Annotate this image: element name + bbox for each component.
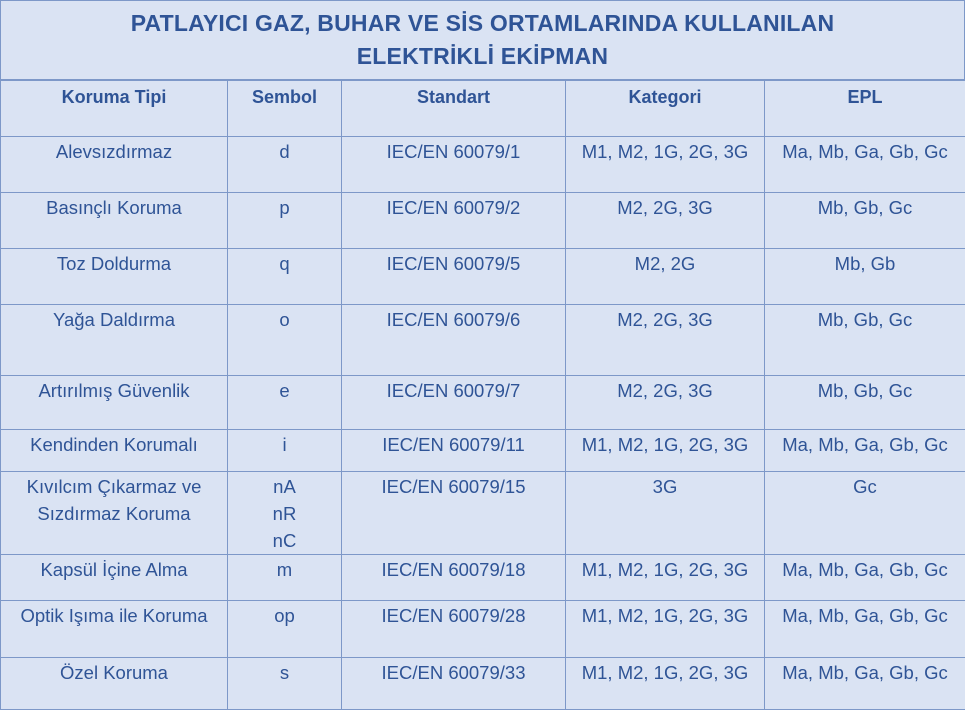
symbol-cell bbox=[228, 430, 342, 472]
symbol-cell bbox=[228, 555, 342, 601]
standard-cell: IEC/EN 60079/11 bbox=[342, 430, 566, 472]
protection-type-cell-line: Basınçlı Koruma bbox=[3, 194, 225, 221]
standard-cell: IEC/EN 60079/1 bbox=[342, 137, 566, 193]
table-title bbox=[0, 0, 965, 80]
standard-cell: IEC/EN 60079/18 bbox=[342, 555, 566, 601]
standard-cell: IEC/EN 60079/5 bbox=[342, 249, 566, 305]
category-cell: 3G bbox=[566, 472, 765, 555]
table-row bbox=[1, 472, 965, 555]
category-cell: M2, 2G bbox=[566, 249, 765, 305]
protection-type-cell bbox=[1, 430, 228, 472]
epl-cell: Ma, Mb, Ga, Gb, Gc bbox=[765, 601, 965, 658]
standard-cell: IEC/EN 60079/28 bbox=[342, 601, 566, 658]
title-line-2: ELEKTRİKLİ EKİPMAN bbox=[357, 40, 609, 73]
category-cell: M1, M2, 1G, 2G, 3G bbox=[566, 601, 765, 658]
protection-types-table bbox=[0, 80, 965, 710]
protection-type-cell bbox=[1, 472, 228, 555]
symbol-cell-line: s bbox=[230, 659, 339, 686]
title-line-1: PATLAYICI GAZ, BUHAR VE SİS ORTAMLARINDA KULLANILAN bbox=[131, 7, 835, 40]
protection-type-cell-line: Kendinden Korumalı bbox=[3, 431, 225, 458]
symbol-cell-line: o bbox=[230, 306, 339, 333]
header-epl: EPL bbox=[765, 81, 965, 137]
epl-cell: Mb, Gb, Gc bbox=[765, 193, 965, 249]
symbol-cell bbox=[228, 472, 342, 555]
protection-type-cell bbox=[1, 137, 228, 193]
standard-cell: IEC/EN 60079/15 bbox=[342, 472, 566, 555]
symbol-cell-line: nR bbox=[230, 500, 339, 527]
protection-type-cell bbox=[1, 376, 228, 430]
epl-cell: Ma, Mb, Ga, Gb, Gc bbox=[765, 555, 965, 601]
header-kategori: Kategori bbox=[566, 81, 765, 137]
table-row bbox=[1, 430, 965, 472]
standard-cell: IEC/EN 60079/7 bbox=[342, 376, 566, 430]
protection-type-cell-line: Özel Koruma bbox=[3, 659, 225, 686]
table-row bbox=[1, 137, 965, 193]
protection-type-cell-line: Alevsızdırmaz bbox=[3, 138, 225, 165]
category-cell: M1, M2, 1G, 2G, 3G bbox=[566, 137, 765, 193]
category-cell: M2, 2G, 3G bbox=[566, 376, 765, 430]
table-row bbox=[1, 305, 965, 376]
epl-cell: Mb, Gb, Gc bbox=[765, 305, 965, 376]
symbol-cell-line: e bbox=[230, 377, 339, 404]
symbol-cell bbox=[228, 249, 342, 305]
epl-cell: Mb, Gb, Gc bbox=[765, 376, 965, 430]
symbol-cell-line: d bbox=[230, 138, 339, 165]
protection-type-cell-line: Toz Doldurma bbox=[3, 250, 225, 277]
standard-cell: IEC/EN 60079/6 bbox=[342, 305, 566, 376]
header-standart: Standart bbox=[342, 81, 566, 137]
table-row bbox=[1, 249, 965, 305]
standard-cell: IEC/EN 60079/2 bbox=[342, 193, 566, 249]
symbol-cell-line: nC bbox=[230, 527, 339, 554]
protection-type-cell-line: Yağa Daldırma bbox=[3, 306, 225, 333]
protection-type-cell bbox=[1, 305, 228, 376]
header-koruma-tipi: Koruma Tipi bbox=[1, 81, 228, 137]
table-row bbox=[1, 601, 965, 658]
protection-type-cell bbox=[1, 555, 228, 601]
protection-type-cell bbox=[1, 658, 228, 710]
epl-cell: Gc bbox=[765, 472, 965, 555]
symbol-cell-line: p bbox=[230, 194, 339, 221]
epl-cell: Ma, Mb, Ga, Gb, Gc bbox=[765, 137, 965, 193]
symbol-cell-line: nA bbox=[230, 473, 339, 500]
symbol-cell-line: m bbox=[230, 556, 339, 583]
table-row bbox=[1, 193, 965, 249]
table-row bbox=[1, 376, 965, 430]
symbol-cell-line: op bbox=[230, 602, 339, 629]
protection-type-cell-line: Sızdırmaz Koruma bbox=[3, 500, 225, 527]
epl-cell: Ma, Mb, Ga, Gb, Gc bbox=[765, 658, 965, 710]
protection-type-cell-line: Kapsül İçine Alma bbox=[3, 556, 225, 583]
symbol-cell bbox=[228, 193, 342, 249]
protection-type-cell-line: Optik Işıma ile Koruma bbox=[3, 602, 225, 629]
protection-type-cell-line: Artırılmış Güvenlik bbox=[3, 377, 225, 404]
protection-type-cell bbox=[1, 193, 228, 249]
table-row bbox=[1, 555, 965, 601]
symbol-cell bbox=[228, 376, 342, 430]
category-cell: M2, 2G, 3G bbox=[566, 193, 765, 249]
symbol-cell-line: i bbox=[230, 431, 339, 458]
category-cell: M1, M2, 1G, 2G, 3G bbox=[566, 658, 765, 710]
protection-type-cell bbox=[1, 249, 228, 305]
category-cell: M2, 2G, 3G bbox=[566, 305, 765, 376]
symbol-cell bbox=[228, 137, 342, 193]
protection-type-cell-line: Kıvılcım Çıkarmaz ve bbox=[3, 473, 225, 500]
table-row bbox=[1, 658, 965, 710]
protection-type-cell bbox=[1, 601, 228, 658]
category-cell: M1, M2, 1G, 2G, 3G bbox=[566, 555, 765, 601]
header-row bbox=[1, 81, 965, 137]
standard-cell: IEC/EN 60079/33 bbox=[342, 658, 566, 710]
symbol-cell bbox=[228, 305, 342, 376]
symbol-cell bbox=[228, 658, 342, 710]
epl-cell: Mb, Gb bbox=[765, 249, 965, 305]
symbol-cell bbox=[228, 601, 342, 658]
category-cell: M1, M2, 1G, 2G, 3G bbox=[566, 430, 765, 472]
epl-cell: Ma, Mb, Ga, Gb, Gc bbox=[765, 430, 965, 472]
header-sembol: Sembol bbox=[228, 81, 342, 137]
symbol-cell-line: q bbox=[230, 250, 339, 277]
